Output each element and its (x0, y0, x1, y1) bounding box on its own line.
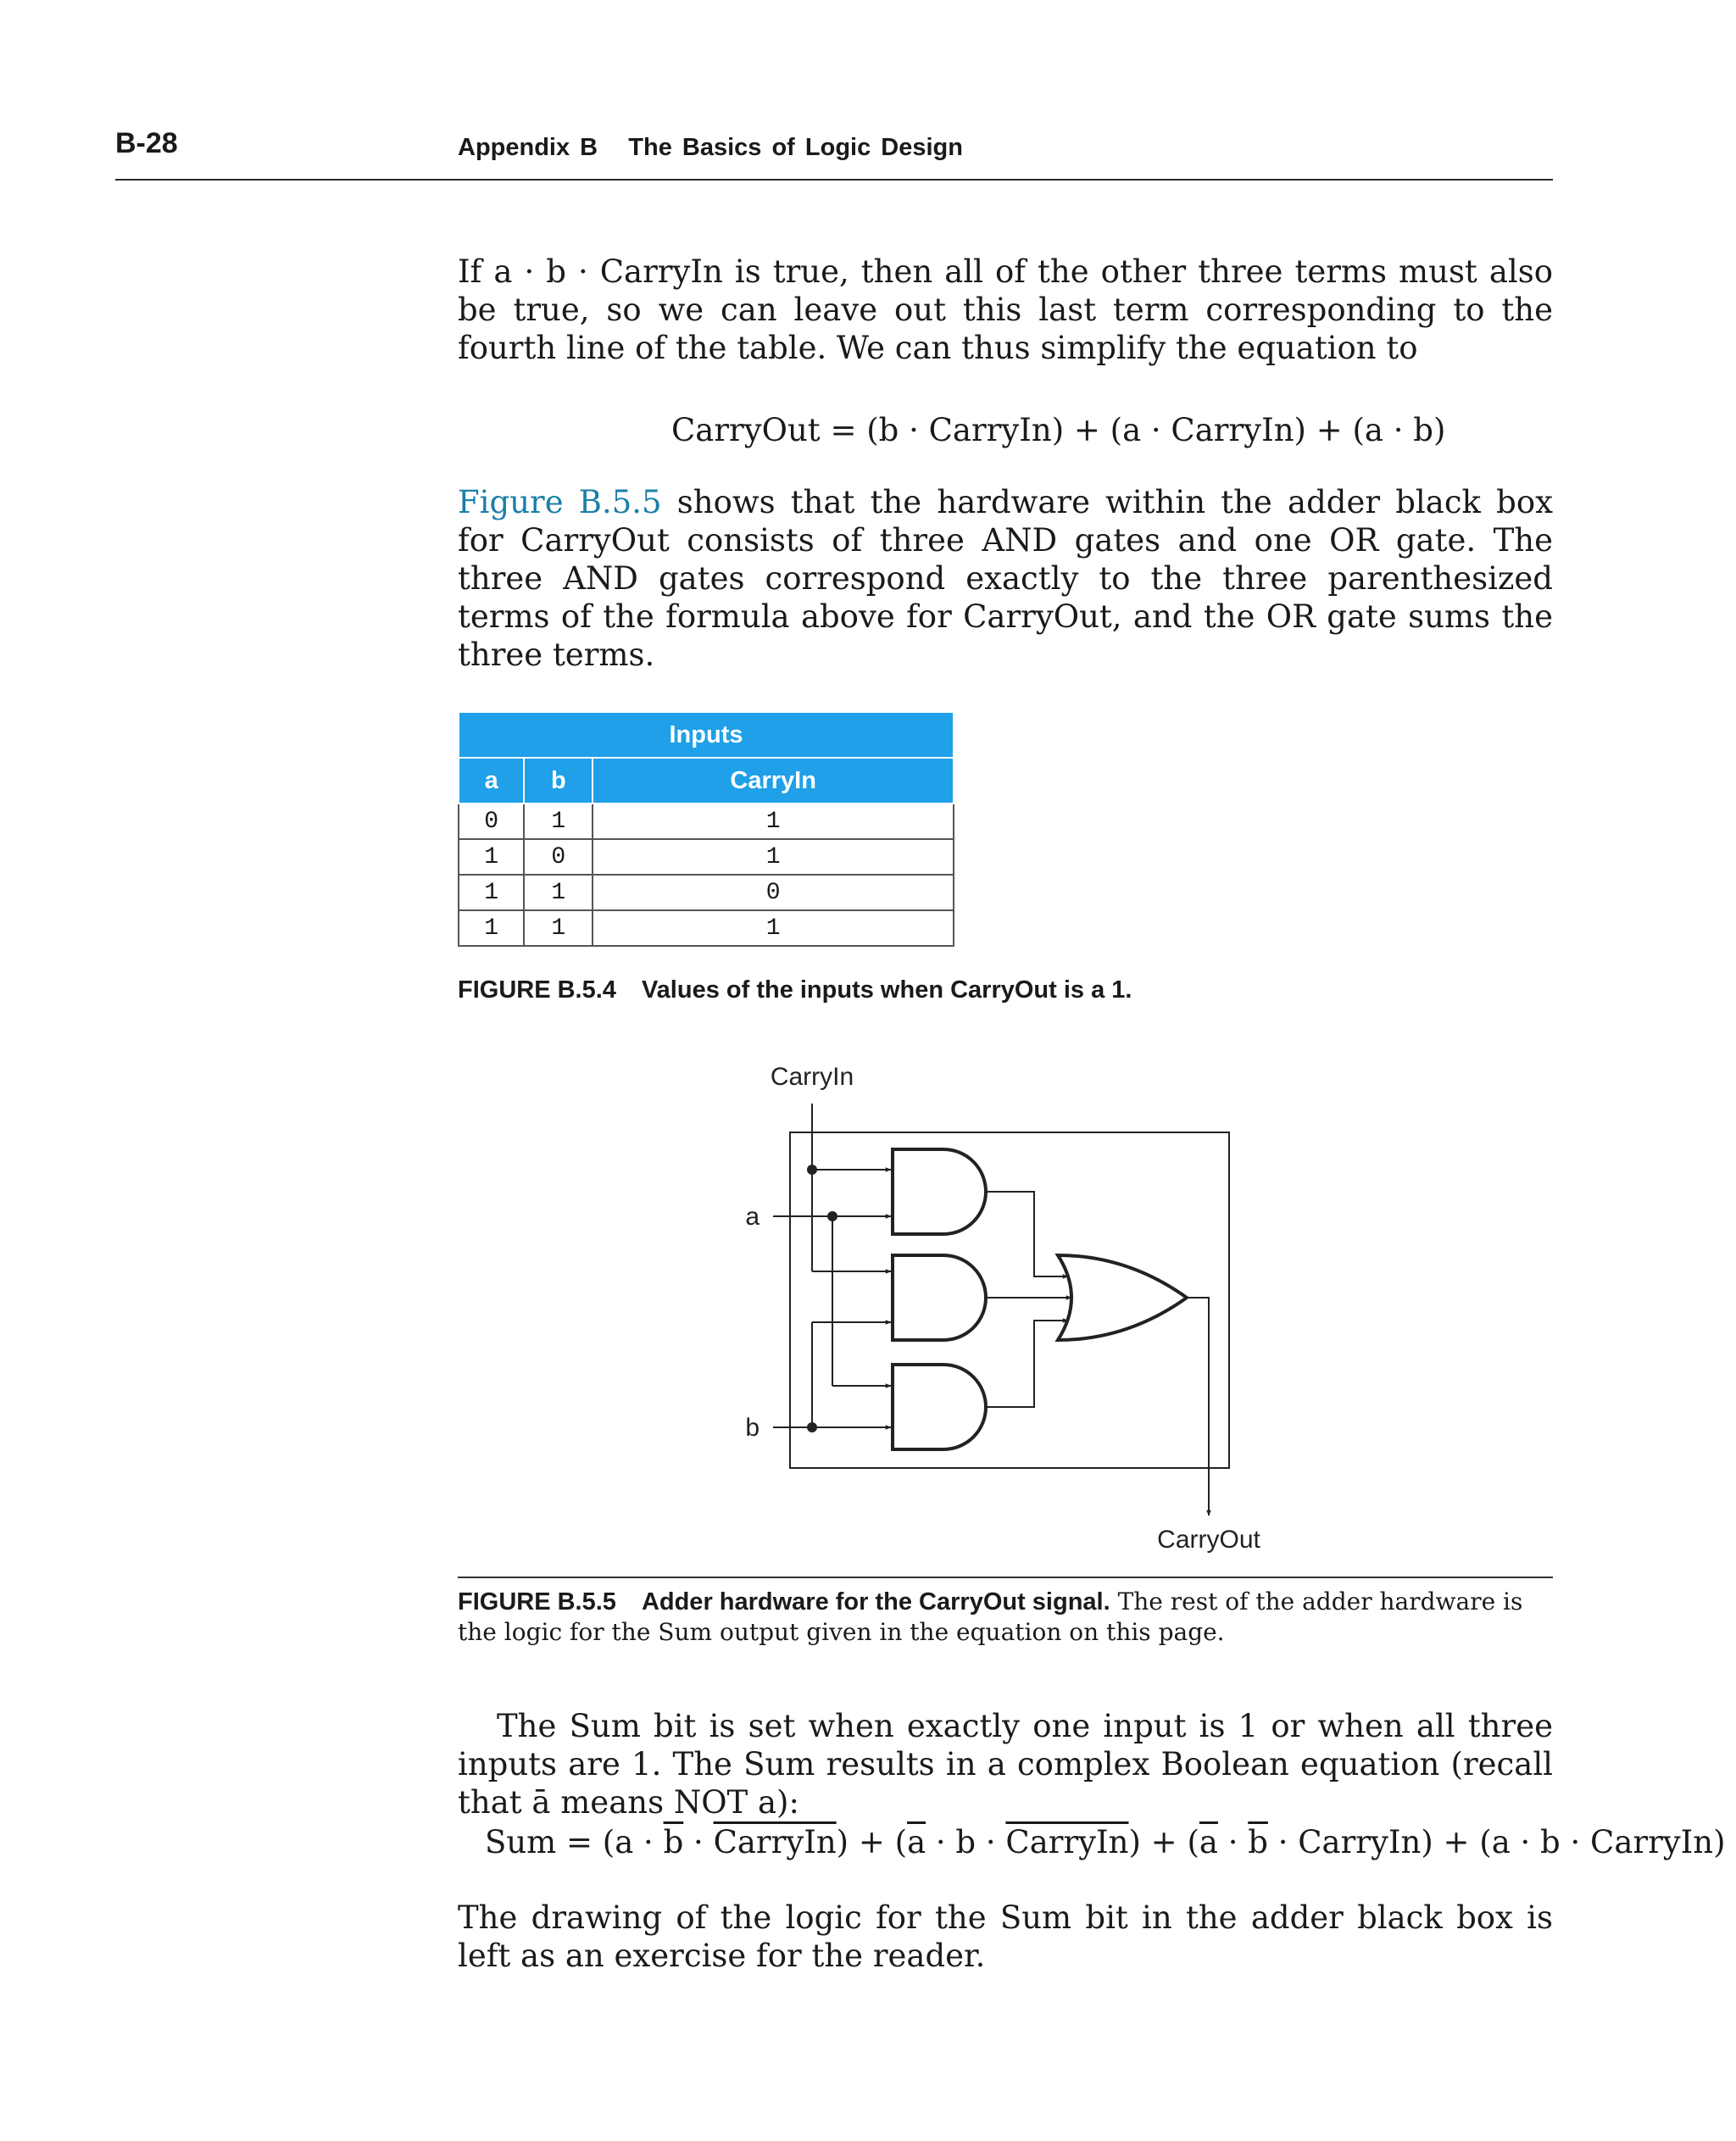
eq-term: · b · (926, 1824, 1006, 1860)
table-header-a: a (459, 758, 524, 804)
page-number: B-28 (115, 127, 178, 159)
eq-term: $\overline{b}$ (1248, 1824, 1268, 1860)
eq-term: + (1140, 1824, 1188, 1860)
eq-term: · (1217, 1824, 1249, 1860)
paragraph-4: The drawing of the logic for the Sum bit in the adder black box is left as an exercise for the reader. (458, 1899, 1553, 1974)
table-cell: 0 (593, 875, 954, 910)
b-label: b (745, 1414, 760, 1442)
junction-dot (827, 1211, 837, 1221)
junction-dot (807, 1165, 817, 1175)
figure-b54-title: Values of the inputs when CarryOut is a 1. (641, 976, 1132, 1004)
eq-term: $\overline{a}$ (907, 1824, 926, 1860)
table-cell: 0 (459, 804, 524, 839)
carryin-label: CarryIn (770, 1063, 854, 1091)
table-cell: 1 (593, 804, 954, 839)
carryout-label: CarryOut (1157, 1526, 1260, 1554)
figure-b55-rule (458, 1577, 1553, 1578)
eq-term: (a · (602, 1824, 664, 1860)
paragraph-3: The Sum bit is set when exactly one input is 1 or when all three inputs are 1. The Sum results in a complex Boolean equation (recall that ā means NOT a): (458, 1708, 1553, 1821)
paragraph-2-text: shows that the hardware within the adder black box for CarryOut consists of three AND gates and one OR gate. The three AND gates correspond exactly to the three parenthesized terms of the formula above for CarryOut, and the OR gate sums the three terms. (458, 484, 1553, 673)
or-gate (1058, 1255, 1187, 1340)
table-cell: 1 (524, 875, 593, 910)
eq-term: · (683, 1824, 714, 1860)
eq-term: Sum (485, 1824, 557, 1860)
figure-b55-title: Adder hardware for the CarryOut signal. (641, 1588, 1110, 1615)
table-cell: 1 (593, 910, 954, 946)
eq-term: · CarryIn) (1267, 1824, 1433, 1860)
figure-b55-text: The rest of the adder hardware is the logic for the Sum output given in the equation on this page. (458, 1588, 1523, 1646)
eq-term: CarryIn (1005, 1824, 1129, 1860)
eq-term: + (1433, 1824, 1480, 1860)
and-gate-1 (893, 1149, 986, 1234)
eq-term: $\overline{b}$ (663, 1824, 684, 1860)
figure-b55-caption (458, 1587, 1553, 1648)
eq-term: (a · b · CarryIn) (1479, 1824, 1726, 1860)
eq-term: = (556, 1824, 603, 1860)
table-cell: 1 (459, 875, 524, 910)
junction-dot (807, 1422, 817, 1432)
running-head: Appendix B The Basics of Logic Design (458, 134, 963, 161)
eq-term: $\overline{a}$ (1199, 1824, 1218, 1860)
figure-link[interactable]: Figure B.5.5 (458, 484, 662, 520)
and-gate-2 (893, 1255, 986, 1340)
paragraph-1: If a · b · CarryIn is true, then all of the other three terms must also be true, so we can leave out this last term corresponding to the fourth line of the table. We can thus simplify the equation to (458, 253, 1553, 366)
table-cell: 1 (524, 804, 593, 839)
table-cell: 1 (459, 839, 524, 875)
figure-b54-number: FIGURE B.5.4 (458, 976, 616, 1004)
table-header-carryin: CarryIn (593, 758, 954, 804)
sum-equation (485, 1824, 1726, 1860)
eq-term: ) (836, 1824, 849, 1860)
table-cell: 0 (524, 839, 593, 875)
table-cell: 1 (459, 910, 524, 946)
a-label: a (745, 1203, 760, 1231)
table-header-b: b (524, 758, 593, 804)
eq-term: ) (1128, 1824, 1141, 1860)
table-cell: 1 (524, 910, 593, 946)
figure-b55-number: FIGURE B.5.5 (458, 1588, 616, 1615)
eq-term: ( (894, 1824, 908, 1860)
table-group-header: Inputs (459, 712, 954, 758)
eq-term: CarryIn (713, 1824, 837, 1860)
table-cell: 1 (593, 839, 954, 875)
carryout-equation: CarryOut = (b · CarryIn) + (a · CarryIn) + (a · b) (671, 412, 1446, 448)
carryout-wire (1187, 1298, 1209, 1515)
and-gate-3 (893, 1365, 986, 1449)
eq-term: + (849, 1824, 895, 1860)
eq-term: ( (1187, 1824, 1199, 1860)
